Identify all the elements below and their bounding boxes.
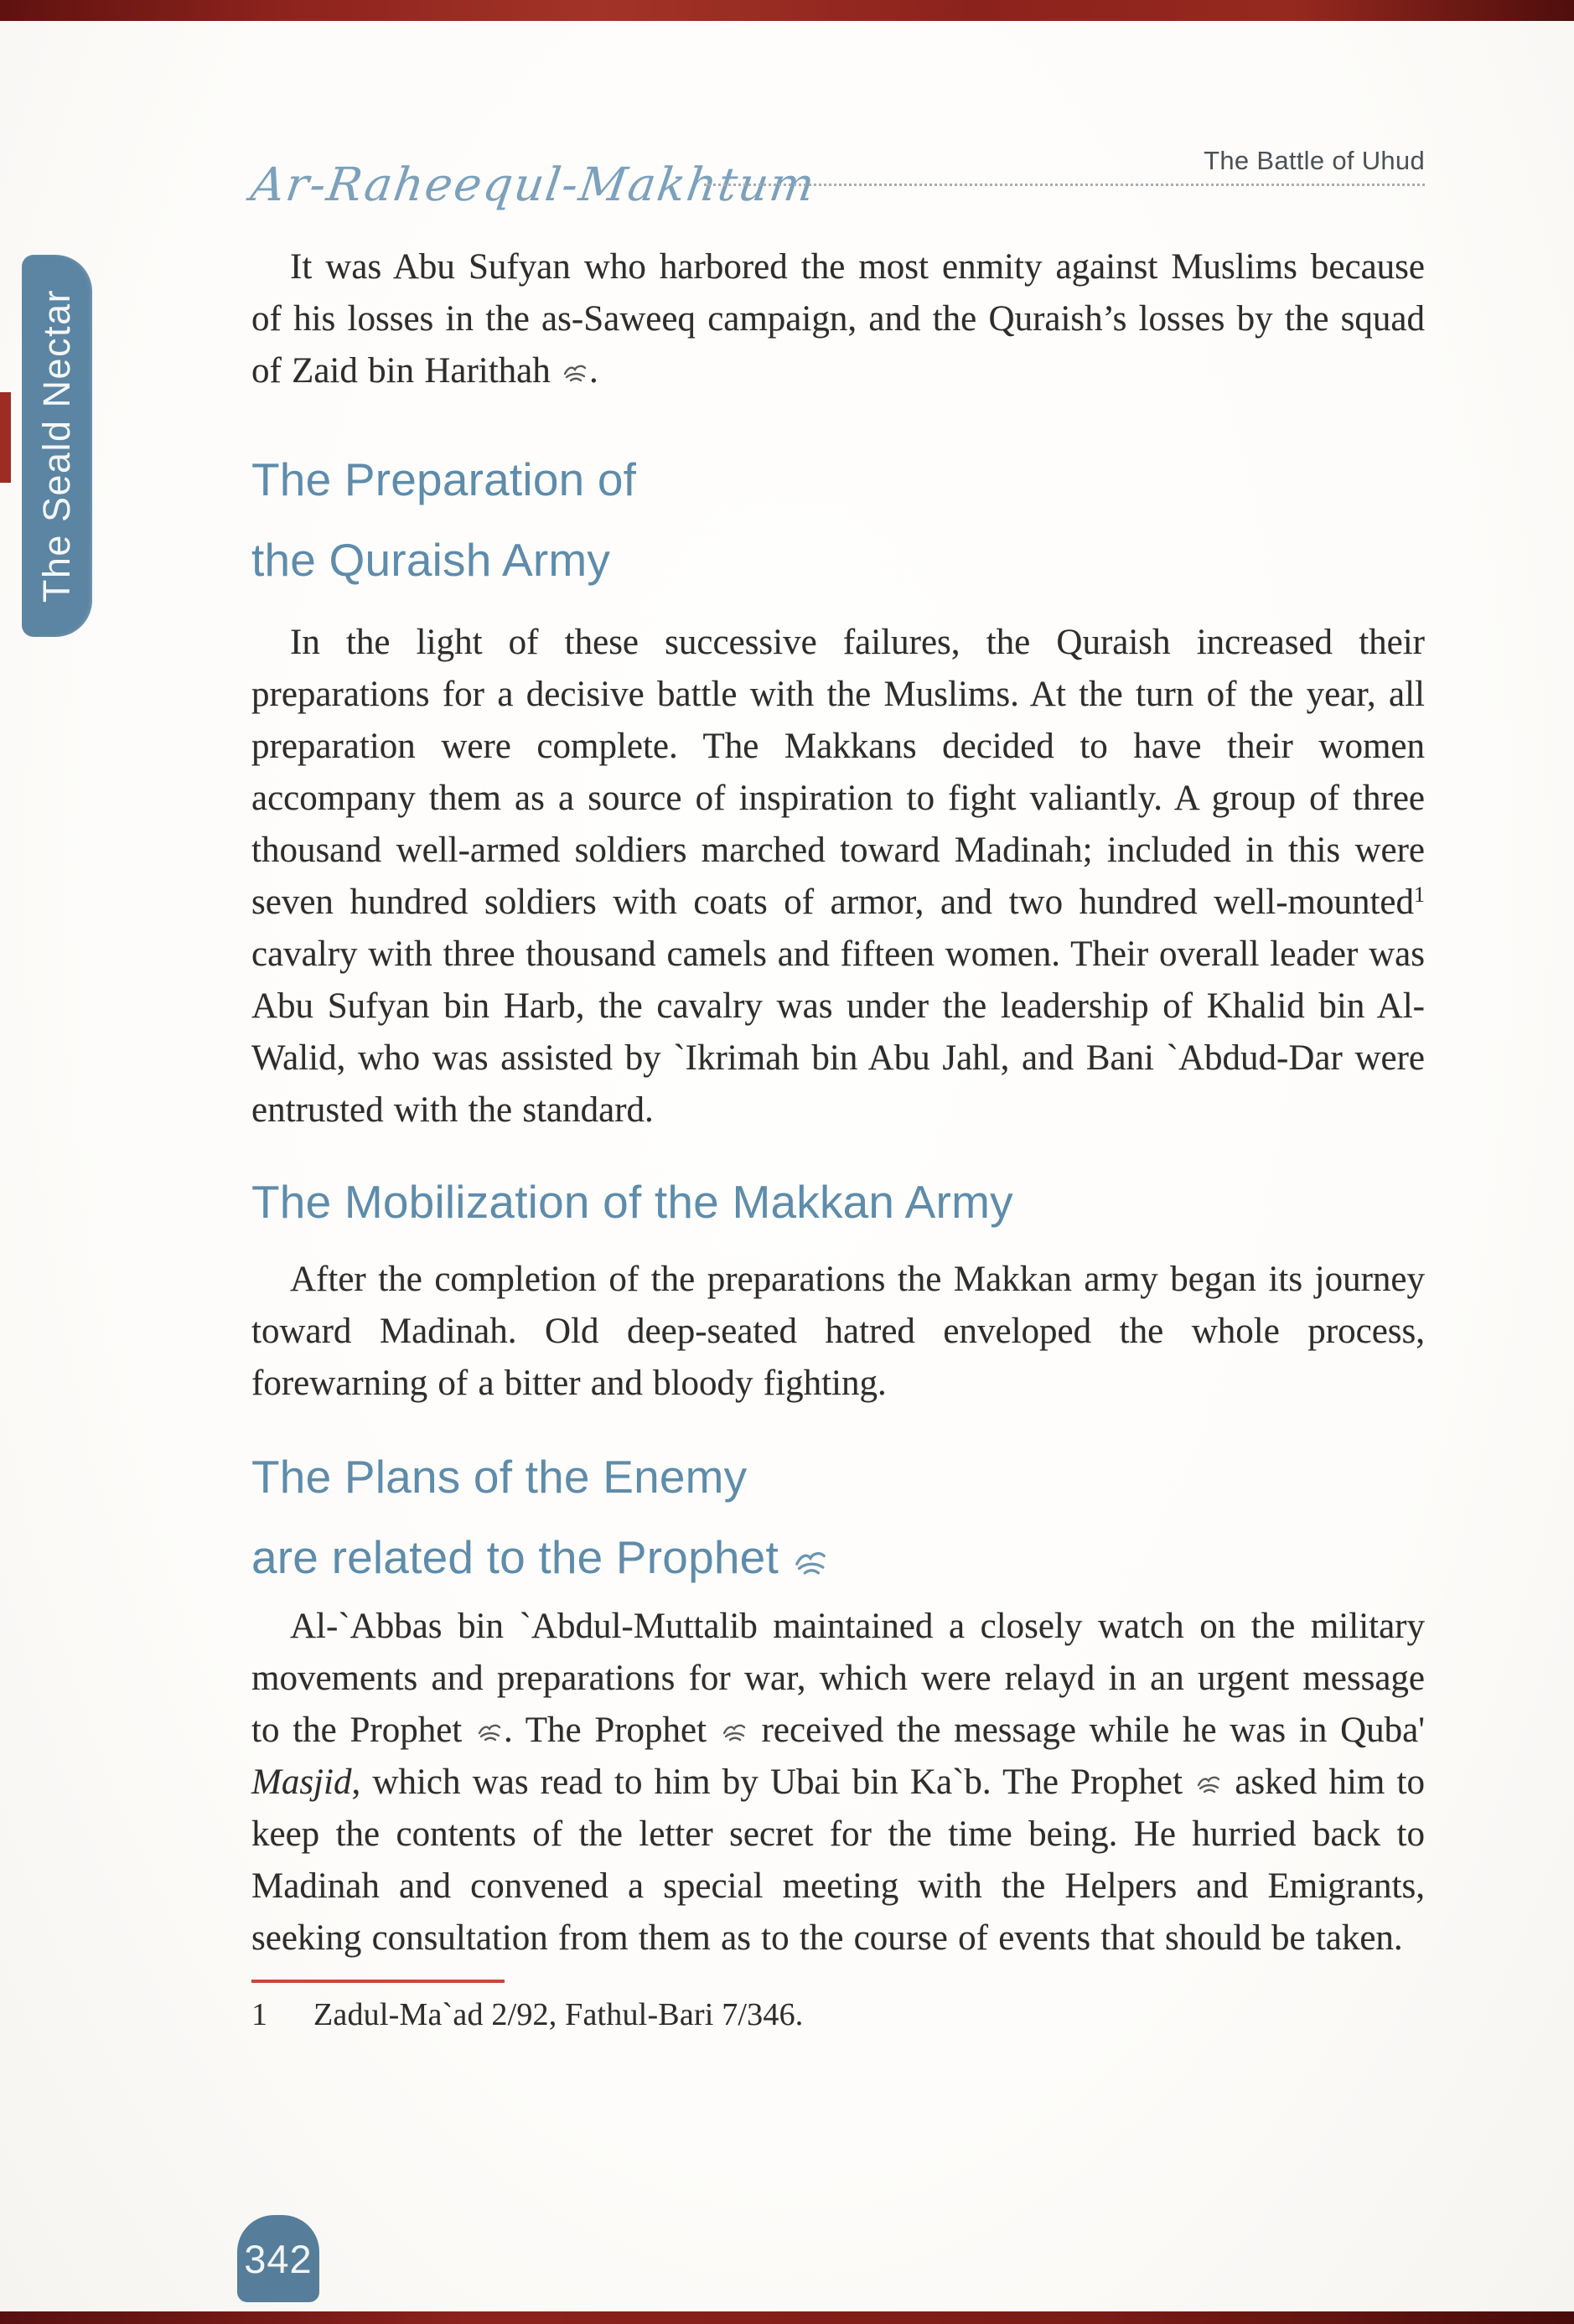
paragraph-intro-period: .	[589, 351, 598, 391]
book-cover-edge-left	[0, 392, 11, 483]
page-number-badge	[237, 2215, 319, 2302]
side-tab-label: The Seald Nectar	[35, 288, 78, 603]
heading-line: The Preparation of	[251, 453, 637, 505]
paragraph-preparation-text-2: cavalry with three thousand camels and fifteen women. Their overall leader was Abu Sufyan bin Harb, the cavalry was under the leadership of Khalid bin Al-Walid, who was assisted by `Ikrimah bin Abu Jahl, and Bani `Abdud-Dar were entrusted with the standard.	[251, 934, 1425, 1130]
heading-plans-of-enemy	[251, 1436, 1425, 1597]
masjid-italic: Masjid	[251, 1762, 352, 1802]
paragraph-mobilization	[251, 1254, 1425, 1410]
paragraph-intro	[251, 241, 1425, 397]
paragraph-abbas-watch	[251, 1601, 1425, 1964]
heading-line: The Plans of the Enemy	[251, 1451, 748, 1503]
running-header	[247, 117, 1425, 211]
book-cover-edge-top	[0, 0, 1574, 21]
book-cover-edge-bottom	[0, 2311, 1574, 2324]
paragraph-preparation-text: In the light of these successive failures, the Quraish increased their preparations for a decisive battle with the Muslims. At the turn of the year, all preparation were complete. The Makkans decided to have their women accompany them as a source of inspiration to fight valiantly. A group of three thousand well-armed soldiers marched toward Madinah; included in this were seven hundred soldiers with coats of armor, and two hundred well-mounted	[251, 623, 1425, 922]
header-dotted-rule	[704, 184, 1425, 186]
footnote-separator-rule	[251, 1980, 505, 1983]
paragraph-intro-text: It was Abu Sufyan who harbored the most enmity against Muslims because of his losses in the as-Saweeq campaign, and the Quraish’s losses by the squad of Zaid bin Harithah	[251, 247, 1425, 391]
heading-line: the Quraish Army	[251, 534, 611, 586]
sallallahu-alayhi-wasallam-icon	[720, 1717, 748, 1744]
paragraph-preparation	[251, 617, 1425, 1136]
sallallahu-alayhi-wasallam-icon	[791, 1542, 830, 1579]
book-title-script: Ar-Raheequl-Makhtum	[247, 158, 820, 211]
paragraph-abbas-text: Al-`Abbas bin `Abdul-Muttalib maintained a closely watch on the military movements and preparations for war, which were relayd in an urgent message to the Prophet	[251, 1607, 1425, 1750]
side-tab	[22, 255, 92, 637]
heading-line: are related to the Prophet	[251, 1531, 792, 1583]
footnote-reference-1: 1	[1414, 882, 1425, 907]
radiallahu-anhu-icon	[561, 358, 589, 385]
heading-mobilization-makkan-army	[251, 1162, 1425, 1242]
footnote-text: Zadul-Ma`ad 2/92, Fathul-Bari 7/346.	[313, 1997, 804, 2032]
paragraph-abbas-text-4: , which was read to him by Ubai bin Ka`b. The Prophet	[351, 1762, 1195, 1802]
chapter-title: The Battle of Uhud	[1204, 146, 1425, 175]
paragraph-abbas-text-5: asked him to keep the contents of the letter secret for the time being. He hurried back to Madinah and convened a special meeting with the Helpers and Emigrants, seeking consultation from them as to the course of events that should be taken.	[251, 1762, 1426, 1958]
paragraph-abbas-text-2: . The Prophet	[504, 1711, 720, 1750]
heading-preparation-quraish-army	[251, 439, 1425, 600]
page-number: 342	[244, 2236, 313, 2281]
heading-line: The Mobilization of the Makkan Army	[251, 1176, 1013, 1228]
footnote	[251, 1996, 1425, 2033]
footnote-number: 1	[251, 1997, 267, 2032]
paragraph-mobilization-text: After the completion of the preparations the Makkan army began its journey toward Madinah. Old deep-seated hatred enveloped the whole process, forewarning of a bitter and bloody fighting.	[251, 1260, 1425, 1403]
sallallahu-alayhi-wasallam-icon	[1194, 1769, 1223, 1796]
sallallahu-alayhi-wasallam-icon	[475, 1717, 504, 1744]
page-content	[251, 241, 1425, 2033]
paragraph-abbas-text-3: received the message while he was in Quba'	[748, 1711, 1426, 1750]
